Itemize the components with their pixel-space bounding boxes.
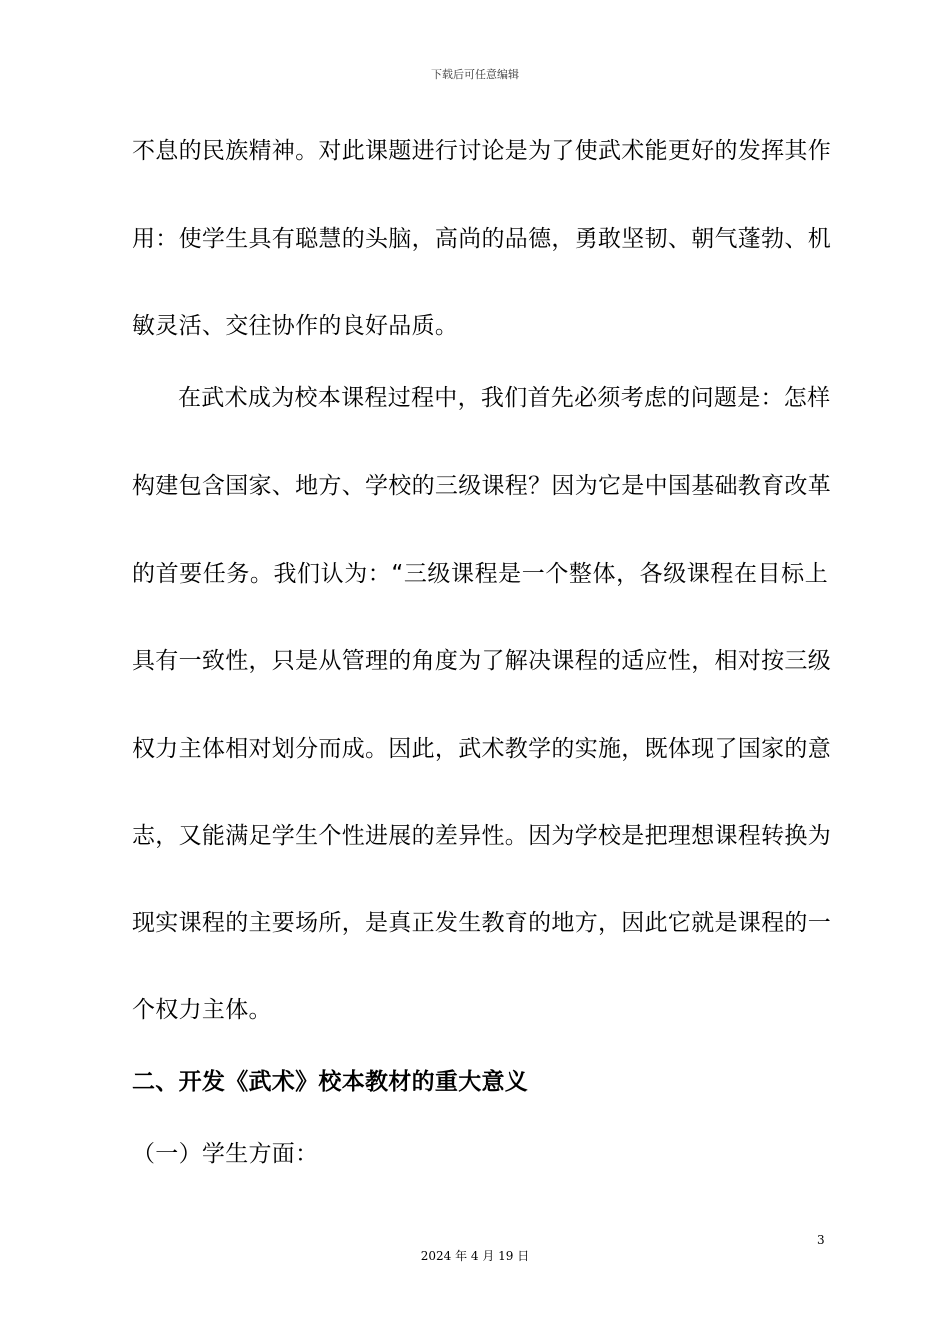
paragraph-line: 权力主体相对划分而成。因此，武术教学的实施，既体现了国家的意 bbox=[132, 736, 831, 762]
paragraph-line: 志，又能满足学生个性进展的差异性。因为学校是把理想课程转换为 bbox=[132, 823, 831, 849]
paragraph-line: 敏灵活、交往协作的良好品质。 bbox=[132, 313, 459, 339]
paragraph-line: 构建包含国家、地方、学校的三级课程？因为它是中国基础教育改革 bbox=[132, 473, 831, 499]
paragraph-line: 具有一致性，只是从管理的角度为了解决课程的适应性，相对按三级 bbox=[132, 648, 831, 674]
section-heading: 二、开发《武术》校本教材的重大意义 bbox=[132, 1069, 529, 1095]
paragraph-line: 的首要任务。我们认为：“三级课程是一个整体，各级课程在目标上 bbox=[132, 561, 828, 587]
paragraph-line: 在武术成为校本课程过程中，我们首先必须考虑的问题是：怎样 bbox=[178, 385, 831, 411]
paragraph-line: 现实课程的主要场所，是真正发生教育的地方，因此它就是课程的一 bbox=[132, 910, 831, 936]
subsection-heading: （一）学生方面： bbox=[132, 1141, 319, 1167]
page-date: 2024 年 4 月 19 日 bbox=[420, 1249, 530, 1263]
paragraph-line: 用：使学生具有聪慧的头脑，高尚的品德，勇敢坚韧、朝气蓬勃、机 bbox=[132, 226, 831, 252]
page-header-note: 下载后可任意编辑 bbox=[431, 68, 519, 81]
paragraph-line: 不息的民族精神。对此课题进行讨论是为了使武术能更好的发挥其作 bbox=[132, 138, 831, 164]
page-number: 3 bbox=[817, 1233, 825, 1247]
paragraph-line: 个权力主体。 bbox=[132, 997, 272, 1023]
